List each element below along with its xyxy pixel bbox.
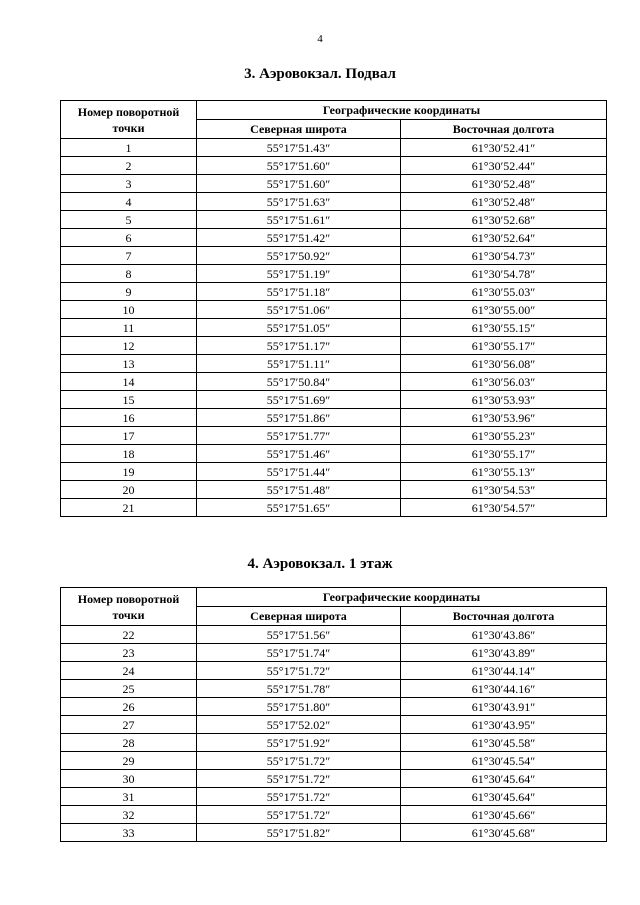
table-row xyxy=(61,752,607,770)
point-number-cell: 4 xyxy=(61,193,197,211)
longitude-cell: 61°30′55.03″ xyxy=(401,283,607,301)
latitude-cell: 55°17′51.72″ xyxy=(197,662,401,680)
latitude-cell: 55°17′51.80″ xyxy=(197,698,401,716)
point-number-cell: 33 xyxy=(61,824,197,842)
point-number-cell: 32 xyxy=(61,806,197,824)
table-row xyxy=(61,175,607,193)
table-row xyxy=(61,770,607,788)
longitude-cell: 61°30′55.15″ xyxy=(401,319,607,337)
latitude-cell: 55°17′51.48″ xyxy=(197,481,401,499)
table-row xyxy=(61,211,607,229)
header-north-latitude: Северная широта xyxy=(197,120,401,139)
latitude-cell: 55°17′51.43″ xyxy=(197,139,401,157)
point-number-cell: 25 xyxy=(61,680,197,698)
table-row xyxy=(61,463,607,481)
header-east-longitude: Восточная долгота xyxy=(401,120,607,139)
table-row xyxy=(61,806,607,824)
longitude-cell: 61°30′45.58″ xyxy=(401,734,607,752)
coordinates-table-first-floor xyxy=(60,587,607,842)
latitude-cell: 55°17′52.02″ xyxy=(197,716,401,734)
point-number-cell: 22 xyxy=(61,626,197,644)
point-number-cell: 9 xyxy=(61,283,197,301)
longitude-cell: 61°30′45.64″ xyxy=(401,788,607,806)
latitude-cell: 55°17′51.65″ xyxy=(197,499,401,517)
table-row xyxy=(61,481,607,499)
point-number-cell: 14 xyxy=(61,373,197,391)
header-point-number: Номер поворотной точки xyxy=(61,101,197,139)
table-row xyxy=(61,373,607,391)
table-row xyxy=(61,698,607,716)
latitude-cell: 55°17′51.06″ xyxy=(197,301,401,319)
longitude-cell: 61°30′54.73″ xyxy=(401,247,607,265)
latitude-cell: 55°17′51.69″ xyxy=(197,391,401,409)
longitude-cell: 61°30′43.86″ xyxy=(401,626,607,644)
table-row xyxy=(61,391,607,409)
table-row xyxy=(61,680,607,698)
latitude-cell: 55°17′51.72″ xyxy=(197,806,401,824)
point-number-cell: 10 xyxy=(61,301,197,319)
header-east-longitude: Восточная долгота xyxy=(401,607,607,626)
table-row xyxy=(61,499,607,517)
table-body xyxy=(61,139,607,517)
table-row xyxy=(61,247,607,265)
header-north-latitude: Северная широта xyxy=(197,607,401,626)
table-row xyxy=(61,824,607,842)
point-number-cell: 31 xyxy=(61,788,197,806)
longitude-cell: 61°30′52.44″ xyxy=(401,157,607,175)
longitude-cell: 61°30′45.68″ xyxy=(401,824,607,842)
page-number: 4 xyxy=(317,33,323,45)
latitude-cell: 55°17′51.44″ xyxy=(197,463,401,481)
longitude-cell: 61°30′43.91″ xyxy=(401,698,607,716)
table-row xyxy=(61,644,607,662)
longitude-cell: 61°30′53.96″ xyxy=(401,409,607,427)
longitude-cell: 61°30′55.17″ xyxy=(401,445,607,463)
longitude-cell: 61°30′52.64″ xyxy=(401,229,607,247)
point-number-cell: 13 xyxy=(61,355,197,373)
latitude-cell: 55°17′51.17″ xyxy=(197,337,401,355)
longitude-cell: 61°30′44.16″ xyxy=(401,680,607,698)
table-body xyxy=(61,626,607,842)
point-number-cell: 8 xyxy=(61,265,197,283)
longitude-cell: 61°30′45.54″ xyxy=(401,752,607,770)
longitude-cell: 61°30′55.00″ xyxy=(401,301,607,319)
latitude-cell: 55°17′51.77″ xyxy=(197,427,401,445)
latitude-cell: 55°17′51.82″ xyxy=(197,824,401,842)
latitude-cell: 55°17′50.84″ xyxy=(197,373,401,391)
point-number-cell: 6 xyxy=(61,229,197,247)
latitude-cell: 55°17′51.63″ xyxy=(197,193,401,211)
point-number-cell: 1 xyxy=(61,139,197,157)
latitude-cell: 55°17′51.72″ xyxy=(197,770,401,788)
longitude-cell: 61°30′56.03″ xyxy=(401,373,607,391)
table-row xyxy=(61,319,607,337)
longitude-cell: 61°30′44.14″ xyxy=(401,662,607,680)
latitude-cell: 55°17′51.60″ xyxy=(197,157,401,175)
latitude-cell: 55°17′51.56″ xyxy=(197,626,401,644)
table-row xyxy=(61,283,607,301)
longitude-cell: 61°30′45.66″ xyxy=(401,806,607,824)
table-row xyxy=(61,409,607,427)
point-number-cell: 12 xyxy=(61,337,197,355)
table-row xyxy=(61,788,607,806)
point-number-cell: 24 xyxy=(61,662,197,680)
longitude-cell: 61°30′52.41″ xyxy=(401,139,607,157)
table-row xyxy=(61,355,607,373)
point-number-cell: 23 xyxy=(61,644,197,662)
table-row xyxy=(61,265,607,283)
longitude-cell: 61°30′54.53″ xyxy=(401,481,607,499)
latitude-cell: 55°17′51.19″ xyxy=(197,265,401,283)
longitude-cell: 61°30′54.78″ xyxy=(401,265,607,283)
section-title-basement: 3. Аэровокзал. Подвал xyxy=(244,66,396,82)
point-number-cell: 3 xyxy=(61,175,197,193)
latitude-cell: 55°17′51.11″ xyxy=(197,355,401,373)
table-row xyxy=(61,229,607,247)
longitude-cell: 61°30′55.23″ xyxy=(401,427,607,445)
latitude-cell: 55°17′51.18″ xyxy=(197,283,401,301)
latitude-cell: 55°17′51.72″ xyxy=(197,752,401,770)
coordinates-table-basement xyxy=(60,100,607,517)
point-number-cell: 27 xyxy=(61,716,197,734)
point-number-cell: 11 xyxy=(61,319,197,337)
table-row xyxy=(61,301,607,319)
longitude-cell: 61°30′43.95″ xyxy=(401,716,607,734)
longitude-cell: 61°30′52.68″ xyxy=(401,211,607,229)
longitude-cell: 61°30′43.89″ xyxy=(401,644,607,662)
section-title-first-floor: 4. Аэровокзал. 1 этаж xyxy=(247,556,393,572)
point-number-cell: 26 xyxy=(61,698,197,716)
longitude-cell: 61°30′45.64″ xyxy=(401,770,607,788)
point-number-cell: 7 xyxy=(61,247,197,265)
latitude-cell: 55°17′51.42″ xyxy=(197,229,401,247)
latitude-cell: 55°17′51.05″ xyxy=(197,319,401,337)
point-number-cell: 17 xyxy=(61,427,197,445)
longitude-cell: 61°30′55.13″ xyxy=(401,463,607,481)
table-row xyxy=(61,445,607,463)
header-geo-coordinates: Географические координаты xyxy=(197,588,607,607)
table-row xyxy=(61,716,607,734)
point-number-cell: 5 xyxy=(61,211,197,229)
table-row xyxy=(61,337,607,355)
table-row xyxy=(61,734,607,752)
header-point-number: Номер поворотной точки xyxy=(61,588,197,626)
point-number-cell: 2 xyxy=(61,157,197,175)
longitude-cell: 61°30′54.57″ xyxy=(401,499,607,517)
point-number-cell: 18 xyxy=(61,445,197,463)
latitude-cell: 55°17′51.74″ xyxy=(197,644,401,662)
point-number-cell: 21 xyxy=(61,499,197,517)
table-row xyxy=(61,626,607,644)
latitude-cell: 55°17′50.92″ xyxy=(197,247,401,265)
latitude-cell: 55°17′51.78″ xyxy=(197,680,401,698)
table-row xyxy=(61,193,607,211)
point-number-cell: 29 xyxy=(61,752,197,770)
table-row xyxy=(61,139,607,157)
longitude-cell: 61°30′56.08″ xyxy=(401,355,607,373)
header-geo-coordinates: Географические координаты xyxy=(197,101,607,120)
table-row xyxy=(61,157,607,175)
longitude-cell: 61°30′53.93″ xyxy=(401,391,607,409)
longitude-cell: 61°30′52.48″ xyxy=(401,193,607,211)
latitude-cell: 55°17′51.92″ xyxy=(197,734,401,752)
point-number-cell: 30 xyxy=(61,770,197,788)
latitude-cell: 55°17′51.72″ xyxy=(197,788,401,806)
point-number-cell: 28 xyxy=(61,734,197,752)
table-row xyxy=(61,427,607,445)
latitude-cell: 55°17′51.46″ xyxy=(197,445,401,463)
point-number-cell: 16 xyxy=(61,409,197,427)
latitude-cell: 55°17′51.61″ xyxy=(197,211,401,229)
point-number-cell: 20 xyxy=(61,481,197,499)
longitude-cell: 61°30′55.17″ xyxy=(401,337,607,355)
point-number-cell: 15 xyxy=(61,391,197,409)
table-row xyxy=(61,662,607,680)
latitude-cell: 55°17′51.86″ xyxy=(197,409,401,427)
point-number-cell: 19 xyxy=(61,463,197,481)
longitude-cell: 61°30′52.48″ xyxy=(401,175,607,193)
latitude-cell: 55°17′51.60″ xyxy=(197,175,401,193)
